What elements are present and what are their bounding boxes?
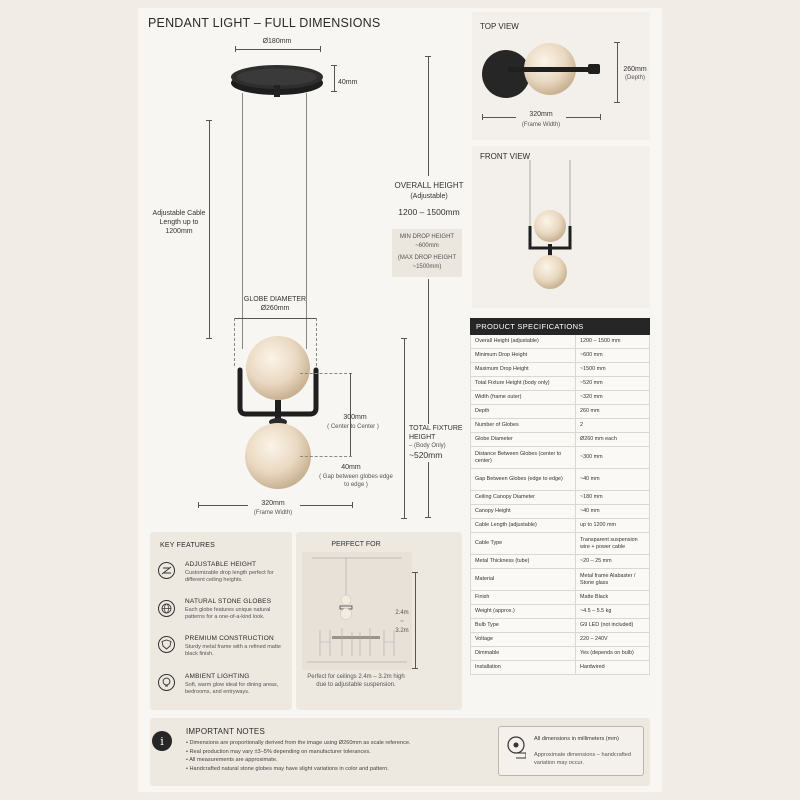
top-depth-line (617, 42, 618, 102)
width-line-right (300, 505, 352, 506)
tick (206, 120, 212, 121)
gap-sub: ( Gap between globes edge to edge ) (319, 474, 393, 488)
spec-key: Width (frame outer) (471, 391, 576, 404)
spec-row (470, 419, 650, 433)
spec-row (470, 391, 650, 405)
feature-desc: Soft, warm glow ideal for dining areas, bedrooms, and entryways. (185, 682, 279, 696)
spec-value: Ø260 mm each (580, 436, 617, 443)
note-item: • Handcrafted natural stone globes may have slight variations in color and pattern. (186, 765, 389, 772)
spec-row (470, 555, 650, 569)
spec-key: Ceiling Canopy Diameter (471, 491, 576, 504)
globe-diameter-title: GLOBE DIAMETER (243, 296, 307, 303)
spec-key: Gap Between Globes (edge to edge) (471, 469, 576, 490)
spec-value: ~600 mm (580, 352, 603, 359)
tick (482, 114, 483, 120)
tick (425, 517, 431, 518)
width-sub: (Frame Width) (253, 510, 293, 516)
spec-key: Cable Type (471, 533, 576, 554)
total-fixture-line (404, 338, 405, 518)
spec-value: 1200 – 1500 mm (580, 338, 621, 345)
overall-height-line-bottom (428, 279, 429, 517)
total-fixture-title: TOTAL FIXTURE HEIGHT (409, 425, 463, 441)
canopy-height-label: 40mm (338, 79, 358, 86)
spec-row (470, 335, 650, 349)
top-width-sub: (Frame Width) (521, 122, 561, 128)
overall-height-sub: (Adjustable) (410, 193, 448, 200)
feature-desc: Each globe features unique natural patterns for a one-of-a-kind look. (185, 607, 271, 621)
top-view-drawing (478, 36, 608, 112)
canopy-dim-line (235, 49, 320, 50)
width-line-left (198, 505, 248, 506)
pendant-body-drawing (228, 330, 328, 495)
tick (614, 42, 620, 43)
spec-key: Metal Thickness (tube) (471, 555, 576, 568)
spec-value: ~40 mm (580, 476, 600, 483)
spec-table (470, 318, 650, 675)
range-sep: ~ (400, 619, 404, 625)
globe-diameter-value: Ø260mm (260, 305, 290, 312)
tick (412, 668, 418, 669)
spec-row (470, 633, 650, 647)
spec-value: G9 LED (not included) (580, 622, 634, 629)
overall-height-title: OVERALL HEIGHT (394, 181, 464, 190)
max-drop-value: ~1500mm) (412, 264, 442, 270)
spec-row (470, 469, 650, 491)
tick (614, 102, 620, 103)
spec-row (470, 491, 650, 505)
spec-value: Yes (depends on bulb) (580, 650, 634, 657)
spec-key: Cable Length (adjustable) (471, 519, 576, 532)
globe-icon (158, 600, 175, 617)
spec-key: Bulb Type (471, 619, 576, 632)
perfect-for-caption: Perfect for ceilings 2.4m – 3.2m high due to adjustable suspension. (307, 674, 405, 688)
spec-row (470, 505, 650, 519)
feature-title: PREMIUM CONSTRUCTION (185, 635, 274, 642)
spec-value: 260 mm (580, 408, 600, 415)
spec-value: Hardwired (580, 664, 605, 671)
spec-key: Weight (approx.) (471, 605, 576, 618)
notes-title: IMPORTANT NOTES (186, 727, 266, 736)
width-value: 320mm (261, 500, 285, 507)
spec-row (470, 405, 650, 419)
spec-value: up to 1200 mm (580, 522, 616, 529)
spec-value: ~4.5 – 5.5 kg (580, 608, 612, 615)
spec-key: Dimmable (471, 647, 576, 660)
spec-value: ~320 mm (580, 394, 603, 401)
tick (206, 338, 212, 339)
spec-row (470, 349, 650, 363)
adjust-icon (158, 562, 175, 579)
spec-key: Material (471, 569, 576, 590)
page-title: PENDANT LIGHT – FULL DIMENSIONS (148, 16, 381, 30)
note-item: • All measurements are approximate. (186, 757, 278, 764)
feature-title: ADJUSTABLE HEIGHT (185, 561, 257, 568)
feature-title: NATURAL STONE GLOBES (185, 598, 272, 605)
tick (352, 502, 353, 508)
feature-desc: Customizable drop length perfect for different ceiling heights. (185, 570, 274, 584)
perfect-for-title: PERFECT FOR (331, 541, 381, 548)
spec-key: Number of Globes (471, 419, 576, 432)
spec-value: ~40 mm (580, 508, 600, 515)
tape-measure-icon (506, 734, 526, 762)
spec-key: Minimum Drop Height (471, 349, 576, 362)
ceiling-range-line (415, 572, 416, 668)
spec-key: Canopy Height (471, 505, 576, 518)
tick (412, 572, 418, 573)
spec-key: Installation (471, 661, 576, 674)
spec-rows (470, 335, 650, 675)
spec-row (470, 619, 650, 633)
top-view-title: TOP VIEW (480, 22, 519, 31)
spec-key: Finish (471, 591, 576, 604)
min-drop-value: ~600mm (415, 243, 439, 249)
total-fixture-value: ~520mm (409, 450, 443, 461)
guide (300, 373, 352, 374)
spec-row (470, 605, 650, 619)
gap-value: 40mm (341, 464, 361, 471)
spec-key: Total Fixture Height (body only) (471, 377, 576, 390)
top-width-value: 320mm (516, 111, 566, 120)
spec-key: Depth (471, 405, 576, 418)
key-features-title: KEY FEATURES (160, 542, 216, 549)
spec-table-title: PRODUCT SPECIFICATIONS (470, 318, 650, 335)
tick (198, 502, 199, 508)
globe-diameter-line (234, 318, 317, 319)
note-item: • Dimensions are proportionally derived from the image using Ø260mm as scale reference. (186, 740, 411, 746)
note-item: • Real production may vary ±3–5% depending on manufacturer tolerances. (186, 748, 371, 755)
canopy-diameter-label: Ø180mm (262, 38, 292, 45)
canopy-height-line (334, 65, 335, 91)
spec-key: Distance Between Globes (center to center) (471, 447, 576, 468)
feature-title: AMBIENT LIGHTING (185, 673, 250, 680)
range-max: 3.2m (395, 628, 409, 634)
spec-value: ~520 mm (580, 380, 603, 387)
spec-value: Transparent suspension wire + power cable (580, 536, 638, 550)
spec-value: Matte Black (580, 594, 609, 601)
spec-row (470, 519, 650, 533)
spec-value: ~180 mm (580, 494, 603, 501)
max-drop-title: (MAX DROP HEIGHT (397, 255, 457, 261)
feature-desc: Sturdy metal frame with a refined matte black finish. (185, 644, 281, 658)
shield-icon (158, 636, 175, 653)
spec-row (470, 363, 650, 377)
ceiling-canopy-drawing (225, 55, 331, 105)
center-distance-value: 300mm (343, 414, 367, 421)
spec-value: Metal frame Alabaster / Stone glass (580, 572, 636, 586)
spec-key: Globe Diameter (471, 433, 576, 446)
overall-height-value: 1200 – 1500mm (398, 207, 460, 217)
top-depth-value: 260mm (623, 66, 647, 73)
spec-row (470, 591, 650, 605)
spec-row (470, 433, 650, 447)
approx-note: Approximate dimensions – handcrafted variation may occur. (534, 752, 632, 766)
spec-row (470, 647, 650, 661)
spec-row (470, 569, 650, 591)
range-min: 2.4m (395, 610, 409, 616)
tick (331, 65, 337, 66)
tick (425, 56, 431, 57)
min-drop-title: MIN DROP HEIGHT (399, 234, 455, 240)
center-distance-sub: ( Center to Center ) (327, 424, 379, 430)
spec-key: Voltage (471, 633, 576, 646)
spec-row (470, 377, 650, 391)
spec-value: ~1500 mm (580, 366, 606, 373)
cable-length-label: Adjustable Cable Length up to 1200mm (152, 210, 206, 235)
front-view-title: FRONT VIEW (480, 152, 531, 161)
front-view-drawing (520, 160, 580, 300)
tick (401, 338, 407, 339)
cable-length-line (209, 120, 210, 338)
info-icon: i (152, 731, 172, 751)
notes-list (186, 739, 486, 774)
overall-height-line-top (428, 56, 429, 176)
tick (600, 114, 601, 120)
spec-row (470, 661, 650, 675)
total-fixture-sub: – (Body Only) (409, 442, 446, 449)
spec-key: Maximum Drop Height (471, 363, 576, 376)
tick (331, 91, 337, 92)
spec-value: ~20 – 25 mm (580, 558, 612, 565)
guide (300, 456, 352, 457)
top-depth-sub: (Depth) (624, 75, 645, 81)
spec-row (470, 447, 650, 469)
spec-value: ~300 mm (580, 454, 603, 461)
bulb-icon (158, 674, 175, 691)
tick (401, 518, 407, 519)
tick (235, 46, 236, 52)
tick (320, 46, 321, 52)
spec-value: 220 – 240V (580, 636, 608, 643)
spec-row (470, 533, 650, 555)
spec-key: Overall Height (adjustable) (471, 335, 576, 348)
spec-value: 2 (580, 422, 583, 429)
units-note: All dimensions in millimeters (mm) (534, 736, 619, 742)
